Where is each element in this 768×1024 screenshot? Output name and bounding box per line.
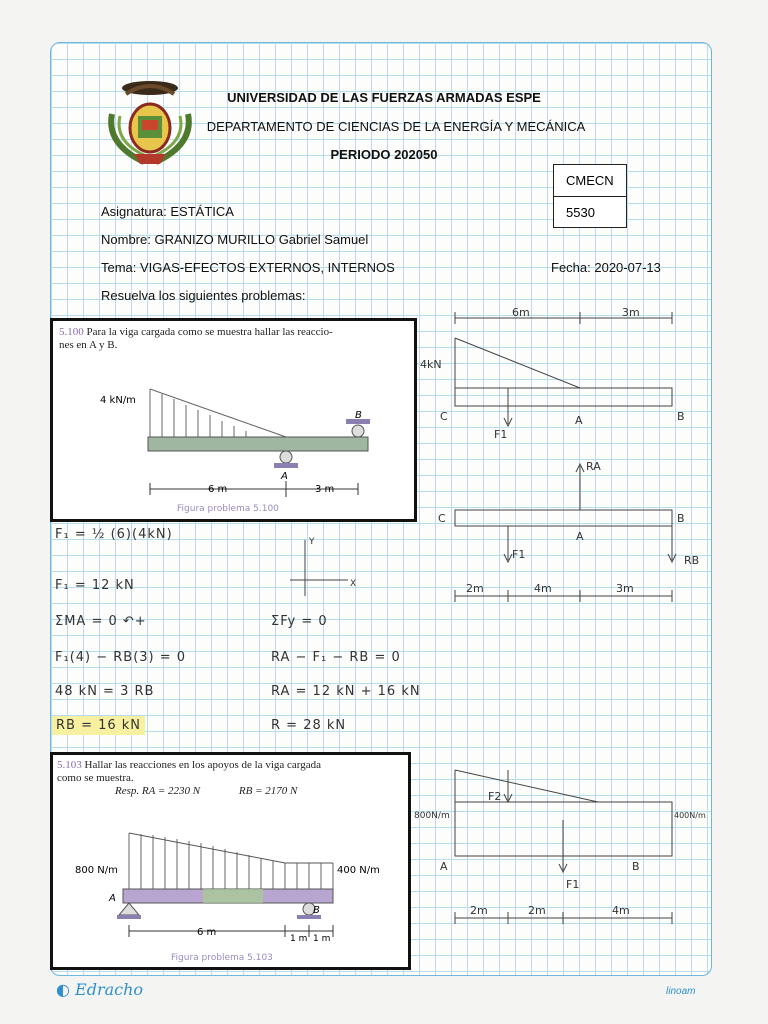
sketch1-load: 4kN — [420, 358, 442, 371]
problem-number: 5.100 — [59, 326, 84, 338]
sketch2-f2: F2 — [488, 790, 502, 803]
label-a: A — [109, 893, 116, 904]
sketch2-a: A — [440, 860, 448, 873]
sketch1-dim-6m: 6m — [512, 306, 530, 319]
sketch1-fbd-c: C — [438, 512, 446, 525]
dim-3m: 3 m — [315, 484, 335, 495]
eq-moment-mid: 48 kN = 3 RB — [55, 684, 155, 699]
date: Fecha: 2020-07-13 — [551, 260, 661, 275]
eq-ra-sub: RA = 12 kN + 16 kN — [271, 684, 421, 699]
university-name: UNIVERSIDAD DE LAS FUERZAS ARMADAS ESPE — [227, 90, 541, 105]
eq-f1-value: F₁ = 12 kN — [55, 578, 135, 593]
sketch2-load-right: 400N/m — [674, 811, 706, 820]
load-left: 800 N/m — [75, 865, 118, 876]
eq-sum-fy: ΣFy = 0 — [271, 614, 328, 629]
load-right: 400 N/m — [337, 865, 380, 876]
brand-logo-right: linoam — [666, 986, 696, 997]
problem-number: 5.103 — [57, 759, 82, 771]
sketch1-fbd-b: B — [677, 512, 685, 525]
sketch2-b: B — [632, 860, 640, 873]
problem-statement-cont: como se muestra. — [57, 772, 134, 784]
figure-caption: Figura problema 5.100 — [177, 504, 279, 514]
course-code: CMECN — [554, 165, 626, 197]
brand-icon: ◐ — [56, 980, 76, 999]
axis-y-label: Y — [309, 537, 315, 547]
dim-6m: 6 m — [197, 927, 217, 938]
load-label: 4 kN/m — [100, 395, 136, 406]
problem-statement: Para la viga cargada como se muestra hallar las reaccio- — [86, 326, 333, 338]
brand-logo-left: ◐ Edracho — [56, 980, 144, 999]
label-b: B — [313, 905, 320, 916]
dim-6m: 6 m — [208, 484, 228, 495]
result-rb: RB = 16 kN — [52, 716, 145, 735]
sketch2-dim-2m-b: 2m — [528, 904, 546, 917]
student-name: Nombre: GRANIZO MURILLO Gabriel Samuel — [101, 232, 369, 247]
sketch1-dim-3m-b: 3m — [616, 582, 634, 595]
sketch1-ra: RA — [586, 460, 601, 473]
sketch2-f1: F1 — [566, 878, 580, 891]
result-r: R = 28 kN — [271, 718, 347, 733]
eq-moment: ΣMA = 0 ↶+ — [55, 614, 147, 629]
sketch1-c: C — [440, 410, 448, 423]
instruction: Resuelva los siguientes problemas: — [101, 288, 306, 303]
sketch1-dim-4m: 4m — [534, 582, 552, 595]
period: PERIODO 202050 — [330, 147, 438, 162]
sketch1-dim-3m: 3m — [622, 306, 640, 319]
subject: Asignatura: ESTÁTICA — [101, 204, 234, 219]
eq-fy-sub: RA − F₁ − RB = 0 — [271, 650, 401, 665]
label-a: A — [281, 471, 288, 482]
sketch1-fbd-a: A — [576, 530, 584, 543]
answer-ra: Resp. RA = 2230 N — [115, 785, 201, 797]
sketch1-f1: F1 — [494, 428, 508, 441]
sketch2-load-left: 800N/m — [414, 811, 450, 821]
sketch2-dim-4m: 4m — [612, 904, 630, 917]
label-b: B — [355, 410, 362, 421]
sketch1-rb: RB — [684, 554, 700, 567]
department-name: DEPARTAMENTO DE CIENCIAS DE LA ENERGÍA Y MECÁNICA — [206, 119, 586, 134]
problem-statement-cont: nes en A y B. — [59, 339, 118, 351]
eq-f1: F₁ = ½ (6)(4kN) — [55, 527, 173, 542]
dim-1m-a: 1 m — [290, 934, 308, 944]
course-nrc: 5530 — [566, 205, 595, 220]
axis-x-label: X — [350, 579, 357, 589]
sketch1-b: B — [677, 410, 685, 423]
answer-rb: RB = 2170 N — [238, 785, 298, 797]
dim-1m-b: 1 m — [313, 934, 331, 944]
sketch1-a: A — [575, 414, 583, 427]
eq-moment-sub: F₁(4) − RB(3) = 0 — [55, 650, 187, 665]
problem-statement: Hallar las reacciones en los apoyos de la viga cargada — [84, 759, 321, 771]
topic: Tema: VIGAS-EFECTOS EXTERNOS, INTERNOS — [101, 260, 395, 275]
sketch1-dim-2m: 2m — [466, 582, 484, 595]
sketch1-fbd-f1: F1 — [512, 548, 526, 561]
sketch2-dim-2m-a: 2m — [470, 904, 488, 917]
figure-caption: Figura problema 5.103 — [171, 953, 273, 963]
